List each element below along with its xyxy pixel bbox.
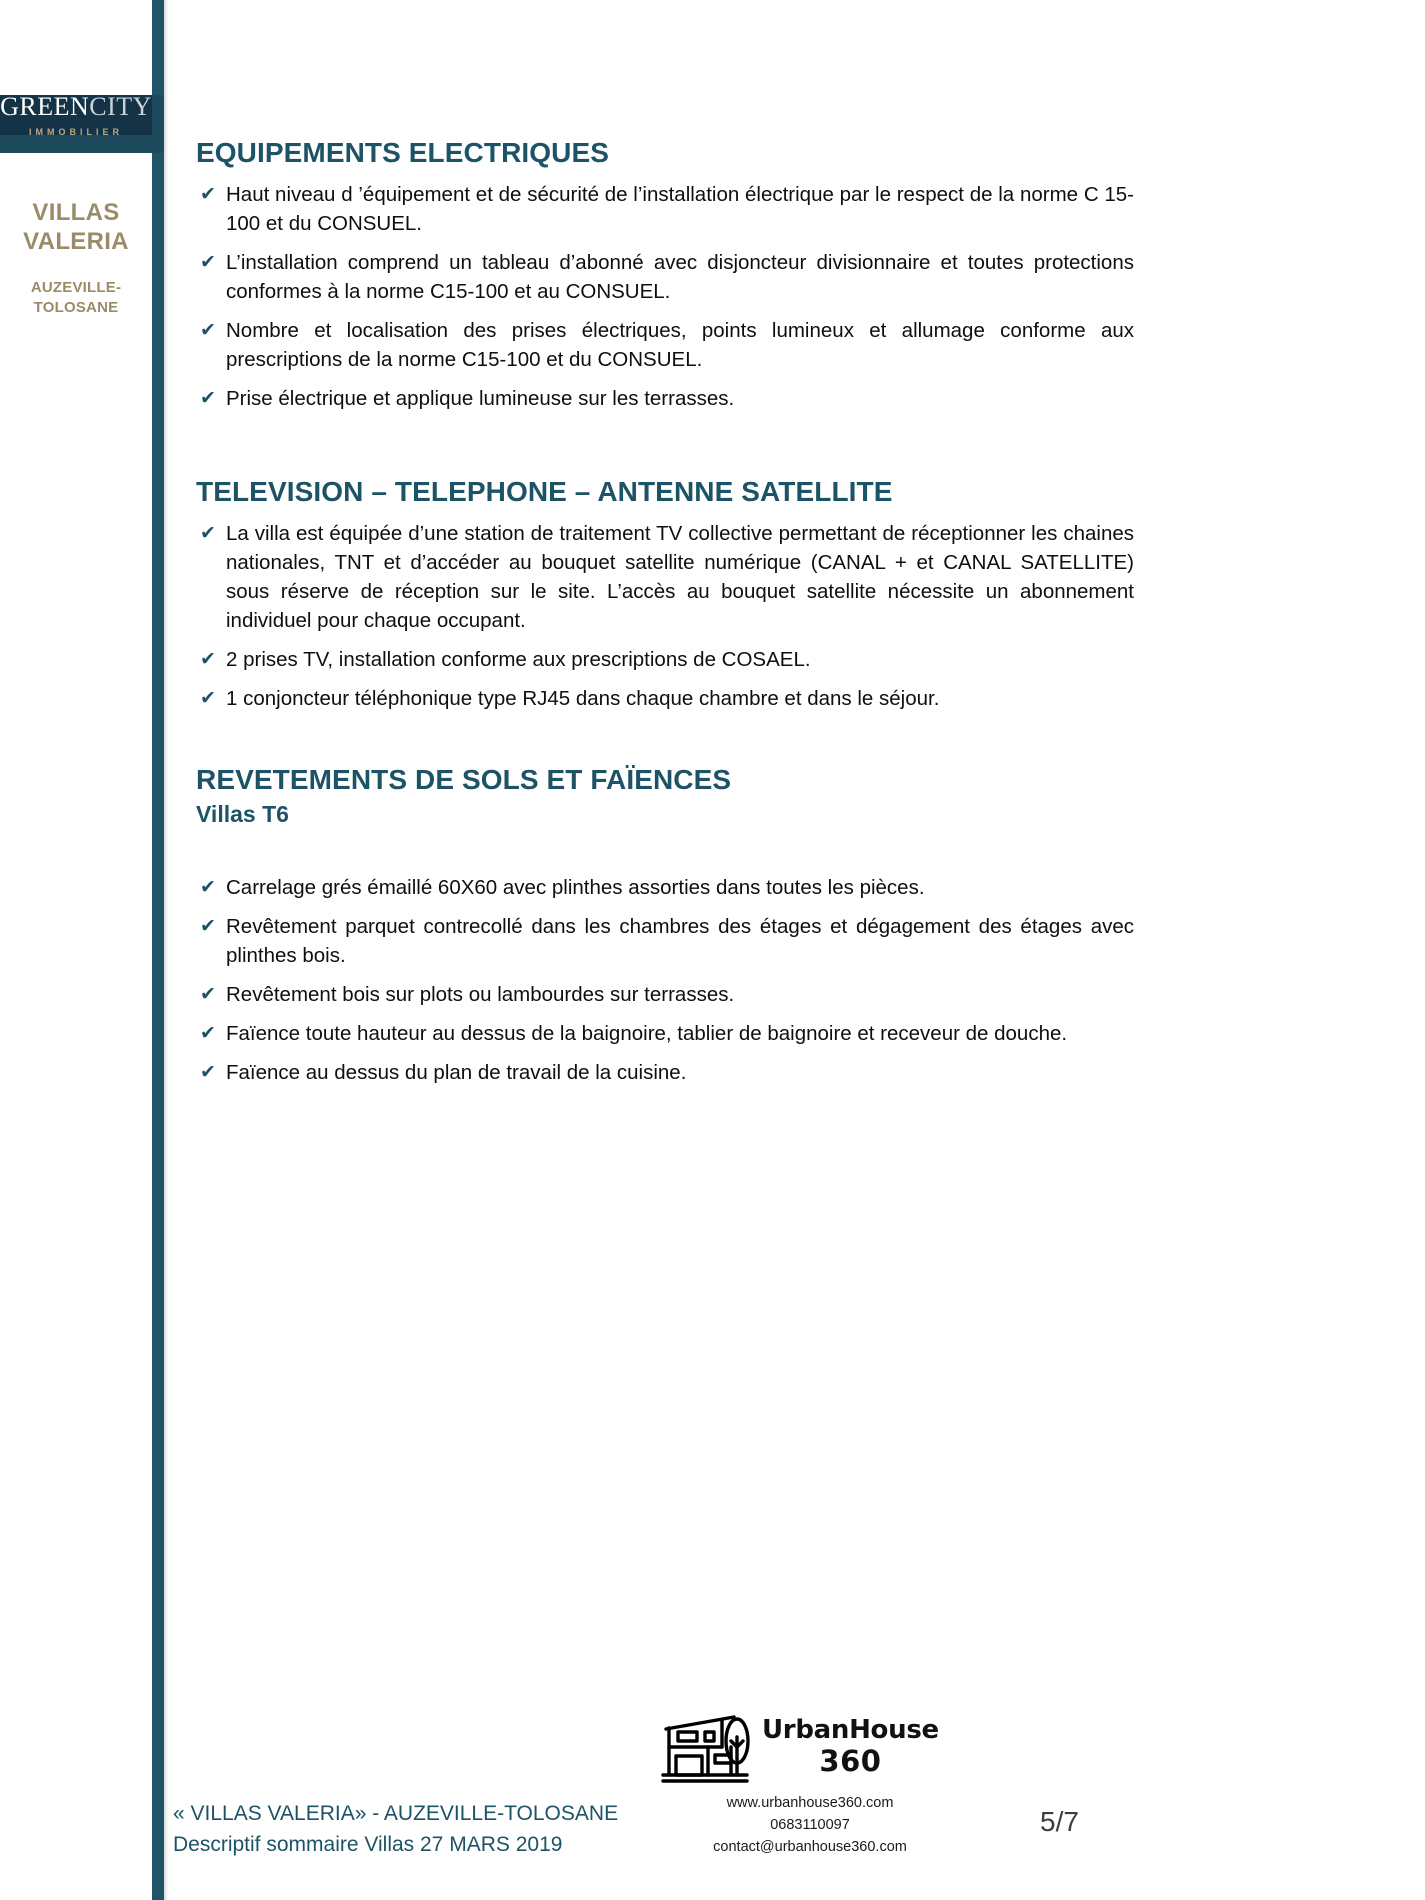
- sidebar-location-line1: AUZEVILLE-: [30, 279, 122, 296]
- list-item: ✔ 1 conjoncteur téléphonique type RJ45 dans chaque chambre et dans le séjour.: [196, 684, 1134, 713]
- footer-doc-subtitle: Descriptif sommaire Villas 27 MARS 2019: [173, 1833, 563, 1856]
- list-item: ✔ Faïence au dessus du plan de travail de la cuisine.: [196, 1058, 1134, 1087]
- list-item: ✔ Nombre et localisation des prises électriques, points lumineux et allumage conforme aux prescriptions de la norme C15-100 et du CONSUEL.: [196, 316, 1134, 374]
- list-item: ✔ Haut niveau d ’équipement et de sécurité de l’installation électrique par le respect de la norme C 15-100 et du CONSUEL.: [196, 180, 1134, 238]
- left-accent-rule-shadow: [164, 0, 168, 1900]
- logo-subtitle: IMMOBILIER: [29, 127, 123, 137]
- checklist-television: [196, 519, 1134, 713]
- section-spacer: [196, 413, 1134, 475]
- section-heading-television-telephone-antenne-satellite: TELEVISION – TELEPHONE – ANTENNE SATELLITE: [196, 476, 893, 507]
- list-item: ✔ Revêtement bois sur plots ou lambourdes sur terrasses.: [196, 980, 1134, 1009]
- house-tree-icon: [660, 1707, 752, 1785]
- footer-email: contact@urbanhouse360.com: [713, 1839, 907, 1855]
- list-item: ✔ Revêtement parquet contrecollé dans les chambres des étages et dégagement des étages avec plinthes bois.: [196, 912, 1134, 970]
- list-item: ✔ L’installation comprend un tableau d’abonné avec disjoncteur divisionnaire et toutes protections conformes à la norme C15-100 et au CONSUEL.: [196, 248, 1134, 306]
- list-item: ✔ 2 prises TV, installation conforme aux prescriptions de COSAEL.: [196, 645, 1134, 674]
- main-content: [196, 136, 1134, 1087]
- sidebar-project-title: [0, 198, 152, 256]
- urbanhouse-360: 360: [819, 1743, 882, 1778]
- list-item: ✔ La villa est équipée d’une station de traitement TV collective permettant de réceptionner les chaines nationales, TNT et d’accéder au bouquet satellite numérique (CANAL + et CANAL SATELLITE) sous réserve de réception sur le site. L’accès au bouquet satellite nécessite un abonnement individuel pour chaque occupant.: [196, 519, 1134, 635]
- urbanhouse360-logo: [660, 1700, 960, 1792]
- sidebar-location-line2: TOLOSANE: [33, 299, 119, 316]
- footer-phone: 0683110097: [770, 1817, 850, 1833]
- greencity-logo: [0, 92, 152, 122]
- list-item: ✔ Faïence toute hauteur au dessus de la baignoire, tablier de baignoire et receveur de douche.: [196, 1019, 1134, 1048]
- page-number: 5/7: [1040, 1806, 1079, 1837]
- section-heading-revetements-de-sols-et-faiences: REVETEMENTS DE SOLS ET FAÏENCES: [196, 764, 732, 795]
- sidebar-project-title-line2: VALERIA: [23, 228, 129, 255]
- subsection-spacer: [196, 829, 1134, 863]
- sidebar-project-title-line1: VILLAS: [32, 199, 120, 226]
- urbanhouse360-wordmark: [762, 1714, 939, 1778]
- section-heading-equipements-electriques: EQUIPEMENTS ELECTRIQUES: [196, 137, 610, 168]
- footer-doc-title: « VILLAS VALERIA» - AUZEVILLE-TOLOSANE: [173, 1802, 619, 1825]
- checklist-revetements: [196, 873, 1134, 1087]
- footer-website: www.urbanhouse360.com: [726, 1795, 894, 1811]
- urbanhouse-name: UrbanHouse: [762, 1714, 939, 1745]
- left-accent-rule: [152, 0, 164, 1900]
- section-spacer: [196, 713, 1134, 763]
- logo-green-word: GREEN: [0, 92, 90, 121]
- list-item: ✔ Carrelage grés émaillé 60X60 avec plinthes assorties dans toutes les pièces.: [196, 873, 1134, 902]
- section-subheading-villas-t6: Villas T6: [196, 801, 289, 827]
- list-item: ✔ Prise électrique et applique lumineuse sur les terrasses.: [196, 384, 1134, 413]
- logo-city-word: CITY: [89, 92, 152, 121]
- footer-document-info: [173, 1798, 693, 1860]
- sidebar-location: [0, 278, 152, 318]
- checklist-equipements-electriques: [196, 180, 1134, 413]
